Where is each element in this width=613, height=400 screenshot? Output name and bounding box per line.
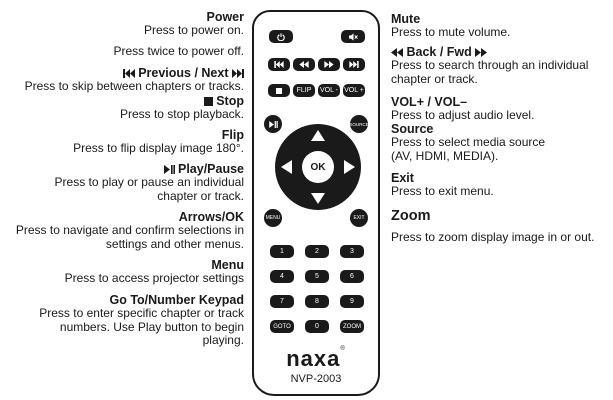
back-fwd-desc-1: Press to search through an individual [391,58,589,72]
power-off-desc: Press twice to power off. [113,44,244,58]
source-button: SOURCE [350,115,368,133]
remote-control [252,10,380,396]
exit-button: EXIT [350,209,368,227]
exit-title: Exit [391,171,414,185]
next-button [343,58,365,71]
stop-label: Stop [216,94,244,108]
flip-entry [0,128,244,156]
play-pause-entry [0,162,244,203]
brand-name: naxa [286,346,341,371]
arrows-ok-title: Arrows/OK [178,210,244,224]
goto-keypad-desc-1: Press to enter specific chapter or track [39,306,244,320]
arrow-down-icon [311,193,325,204]
stop-button [268,84,290,97]
menu-button: MENU [264,209,282,227]
exit-desc: Press to exit menu. [391,184,494,198]
goto-keypad-entry [0,293,244,348]
arrow-left-icon [281,160,292,174]
key-7: 7 [270,295,294,308]
fast-forward-icon [475,48,487,57]
goto-keypad-desc-2: numbers. Use Play button to begin [59,319,244,334]
flip-desc: Press to flip display image 180°. [73,141,244,155]
menu-desc: Press to access projector settings [64,271,244,285]
play-pause-button-icon [269,121,278,128]
arrow-right-icon [344,160,355,174]
stop-desc: Press to stop playback. [119,107,244,121]
menu-title: Menu [211,258,244,272]
key-4: 4 [270,270,294,283]
source-title: Source [391,122,434,136]
key-0: 0 [305,320,329,333]
vol-plus-button: VOL + [343,84,365,97]
registered-mark: ® [340,346,346,352]
key-3: 3 [340,245,364,258]
zoom-entry [391,208,613,225]
goto-button: GOTO [270,320,294,333]
key-5: 5 [305,270,329,283]
vol-entry [391,95,613,123]
key-9: 9 [340,295,364,308]
forward-button [318,58,340,71]
mute-entry [391,12,613,40]
zoom-desc: Press to zoom display image in or out. [391,230,595,244]
prev-next-desc: Press to skip between chapters or tracks. [24,79,244,93]
previous-button [268,58,290,71]
prev-next-label: Previous / Next [138,66,229,80]
arrows-ok-entry [0,210,244,251]
forward-button-icon [324,61,334,68]
ok-button: OK [302,151,334,183]
flip-title: Flip [221,128,244,142]
next-button-icon [349,61,359,68]
next-icon [232,69,244,78]
back-button-icon [299,61,309,68]
key-8: 8 [305,295,329,308]
zoom-desc-entry [391,231,613,245]
vol-minus-button: VOL - [318,84,340,97]
mute-button [341,30,365,43]
back-fwd-title [391,45,613,59]
back-fwd-entry [391,45,613,86]
power-off-entry [0,45,244,59]
back-fwd-label: Back / Fwd [406,45,472,59]
mute-title: Mute [391,12,421,26]
prev-next-title [0,66,244,80]
source-desc-2: (AV, HDMI, MEDIA). [391,148,499,163]
play-pause-button [264,115,282,133]
power-icon [277,33,285,41]
power-button [269,30,293,43]
key-2: 2 [305,245,329,258]
back-button [293,58,315,71]
direction-pad [275,124,361,210]
zoom-title: Zoom [391,208,431,224]
previous-button-icon [274,61,284,68]
play-pause-desc-1: Press to play or pause an individual [54,175,244,189]
power-title: Power [206,10,244,24]
model-number: NVP-2003 [290,373,342,385]
play-pause-title [0,162,244,176]
source-desc-1: Press to select media source [391,135,546,149]
vol-desc: Press to adjust audio level. [391,108,535,122]
stop-icon [204,97,213,106]
prev-next-entry [0,66,244,94]
arrow-up-icon [311,130,325,141]
play-pause-label: Play/Pause [177,162,244,176]
menu-entry [0,258,244,286]
flip-button: FLIP [293,84,315,97]
stop-entry [0,94,244,122]
arrows-ok-desc-2: settings and other menus. [105,236,244,251]
goto-keypad-desc-3: playing. [202,333,244,347]
back-fwd-desc-2: chapter or track. [391,71,478,86]
play-pause-icon [164,165,175,174]
brand-logo [254,346,378,372]
rewind-icon [391,48,403,57]
stop-button-icon [276,88,282,94]
power-desc: Press to power on. [143,23,244,37]
play-pause-desc-2: chapter or track. [157,188,244,203]
stop-title [0,94,244,108]
zoom-button: ZOOM [340,320,364,333]
exit-entry [391,171,613,199]
previous-icon [123,69,135,78]
power-entry [0,10,244,38]
mute-icon [349,33,358,41]
vol-title: VOL+ / VOL– [391,95,468,109]
source-entry [391,122,613,163]
mute-desc: Press to mute volume. [391,25,511,39]
goto-keypad-title: Go To/Number Keypad [109,293,244,307]
key-1: 1 [270,245,294,258]
key-6: 6 [340,270,364,283]
arrows-ok-desc-1: Press to navigate and confirm selections in [15,223,244,237]
